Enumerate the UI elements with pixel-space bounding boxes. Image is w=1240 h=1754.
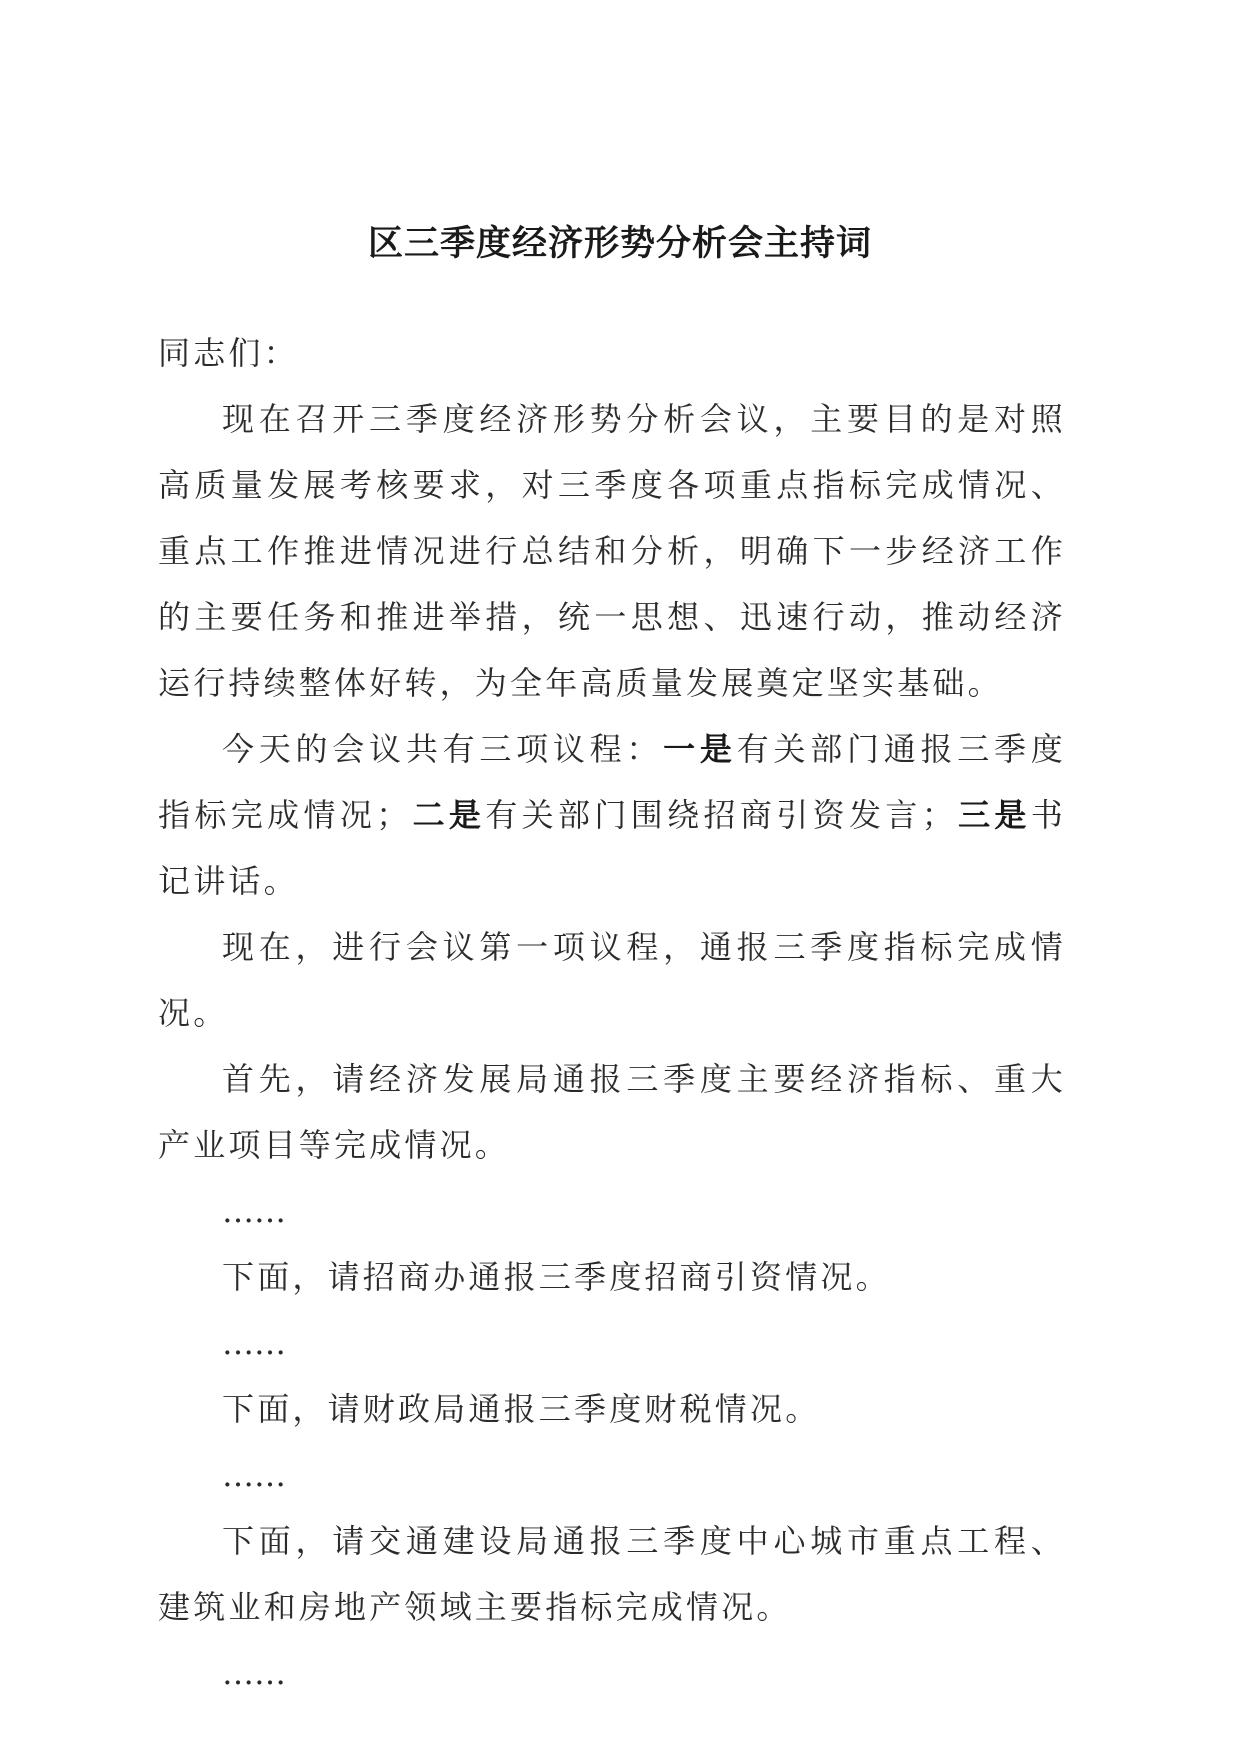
salutation: 同志们： xyxy=(158,334,299,372)
agenda-keyword-2: 二是 xyxy=(411,796,486,834)
document-body xyxy=(158,320,1066,1706)
agenda-item-2: 有关部门围绕招商引资发言； xyxy=(485,796,957,834)
paragraph-economic-bureau: 首先，请经济发展局通报三季度主要经济指标、重大产业项目等完成情况。 xyxy=(158,1060,1066,1164)
ellipsis-1: …… xyxy=(222,1192,286,1230)
paragraph-purpose: 现在召开三季度经济形势分析会议，主要目的是对照高质量发展考核要求，对三季度各项重点指标完成情况、重点工作推进情况进行总结和分析，明确下一步经济工作的主要任务和推进举措，统一思想、迅速行动，推动经济运行持续整体好转，为全年高质量发展奠定坚实基础。 xyxy=(158,400,1066,702)
paragraph-first-item: 现在，进行会议第一项议程，通报三季度指标完成情况。 xyxy=(158,928,1066,1032)
agenda-keyword-3: 三是 xyxy=(956,796,1031,834)
ellipsis-2: …… xyxy=(222,1324,286,1362)
paragraph-agenda xyxy=(158,716,1066,914)
paragraph-investment-office: 下面，请招商办通报三季度招商引资情况。 xyxy=(222,1258,891,1296)
document-title: 区三季度经济形势分析会主持词 xyxy=(367,224,872,264)
agenda-item-3: 书记讲话。 xyxy=(158,796,1067,900)
paragraph-transport-bureau: 下面，请交通建设局通报三季度中心城市重点工程、建筑业和房地产领域主要指标完成情况。 xyxy=(158,1522,1066,1626)
agenda-keyword-1: 一是 xyxy=(663,730,737,768)
paragraph-finance-bureau: 下面，请财政局通报三季度财税情况。 xyxy=(222,1390,821,1428)
ellipsis-3: …… xyxy=(222,1456,286,1494)
agenda-item-1: 有关部门通报三季度指标完成情况； xyxy=(158,730,1066,834)
ellipsis-4: …… xyxy=(222,1654,286,1692)
agenda-lead: 今天的会议共有三项议程： xyxy=(222,730,664,768)
